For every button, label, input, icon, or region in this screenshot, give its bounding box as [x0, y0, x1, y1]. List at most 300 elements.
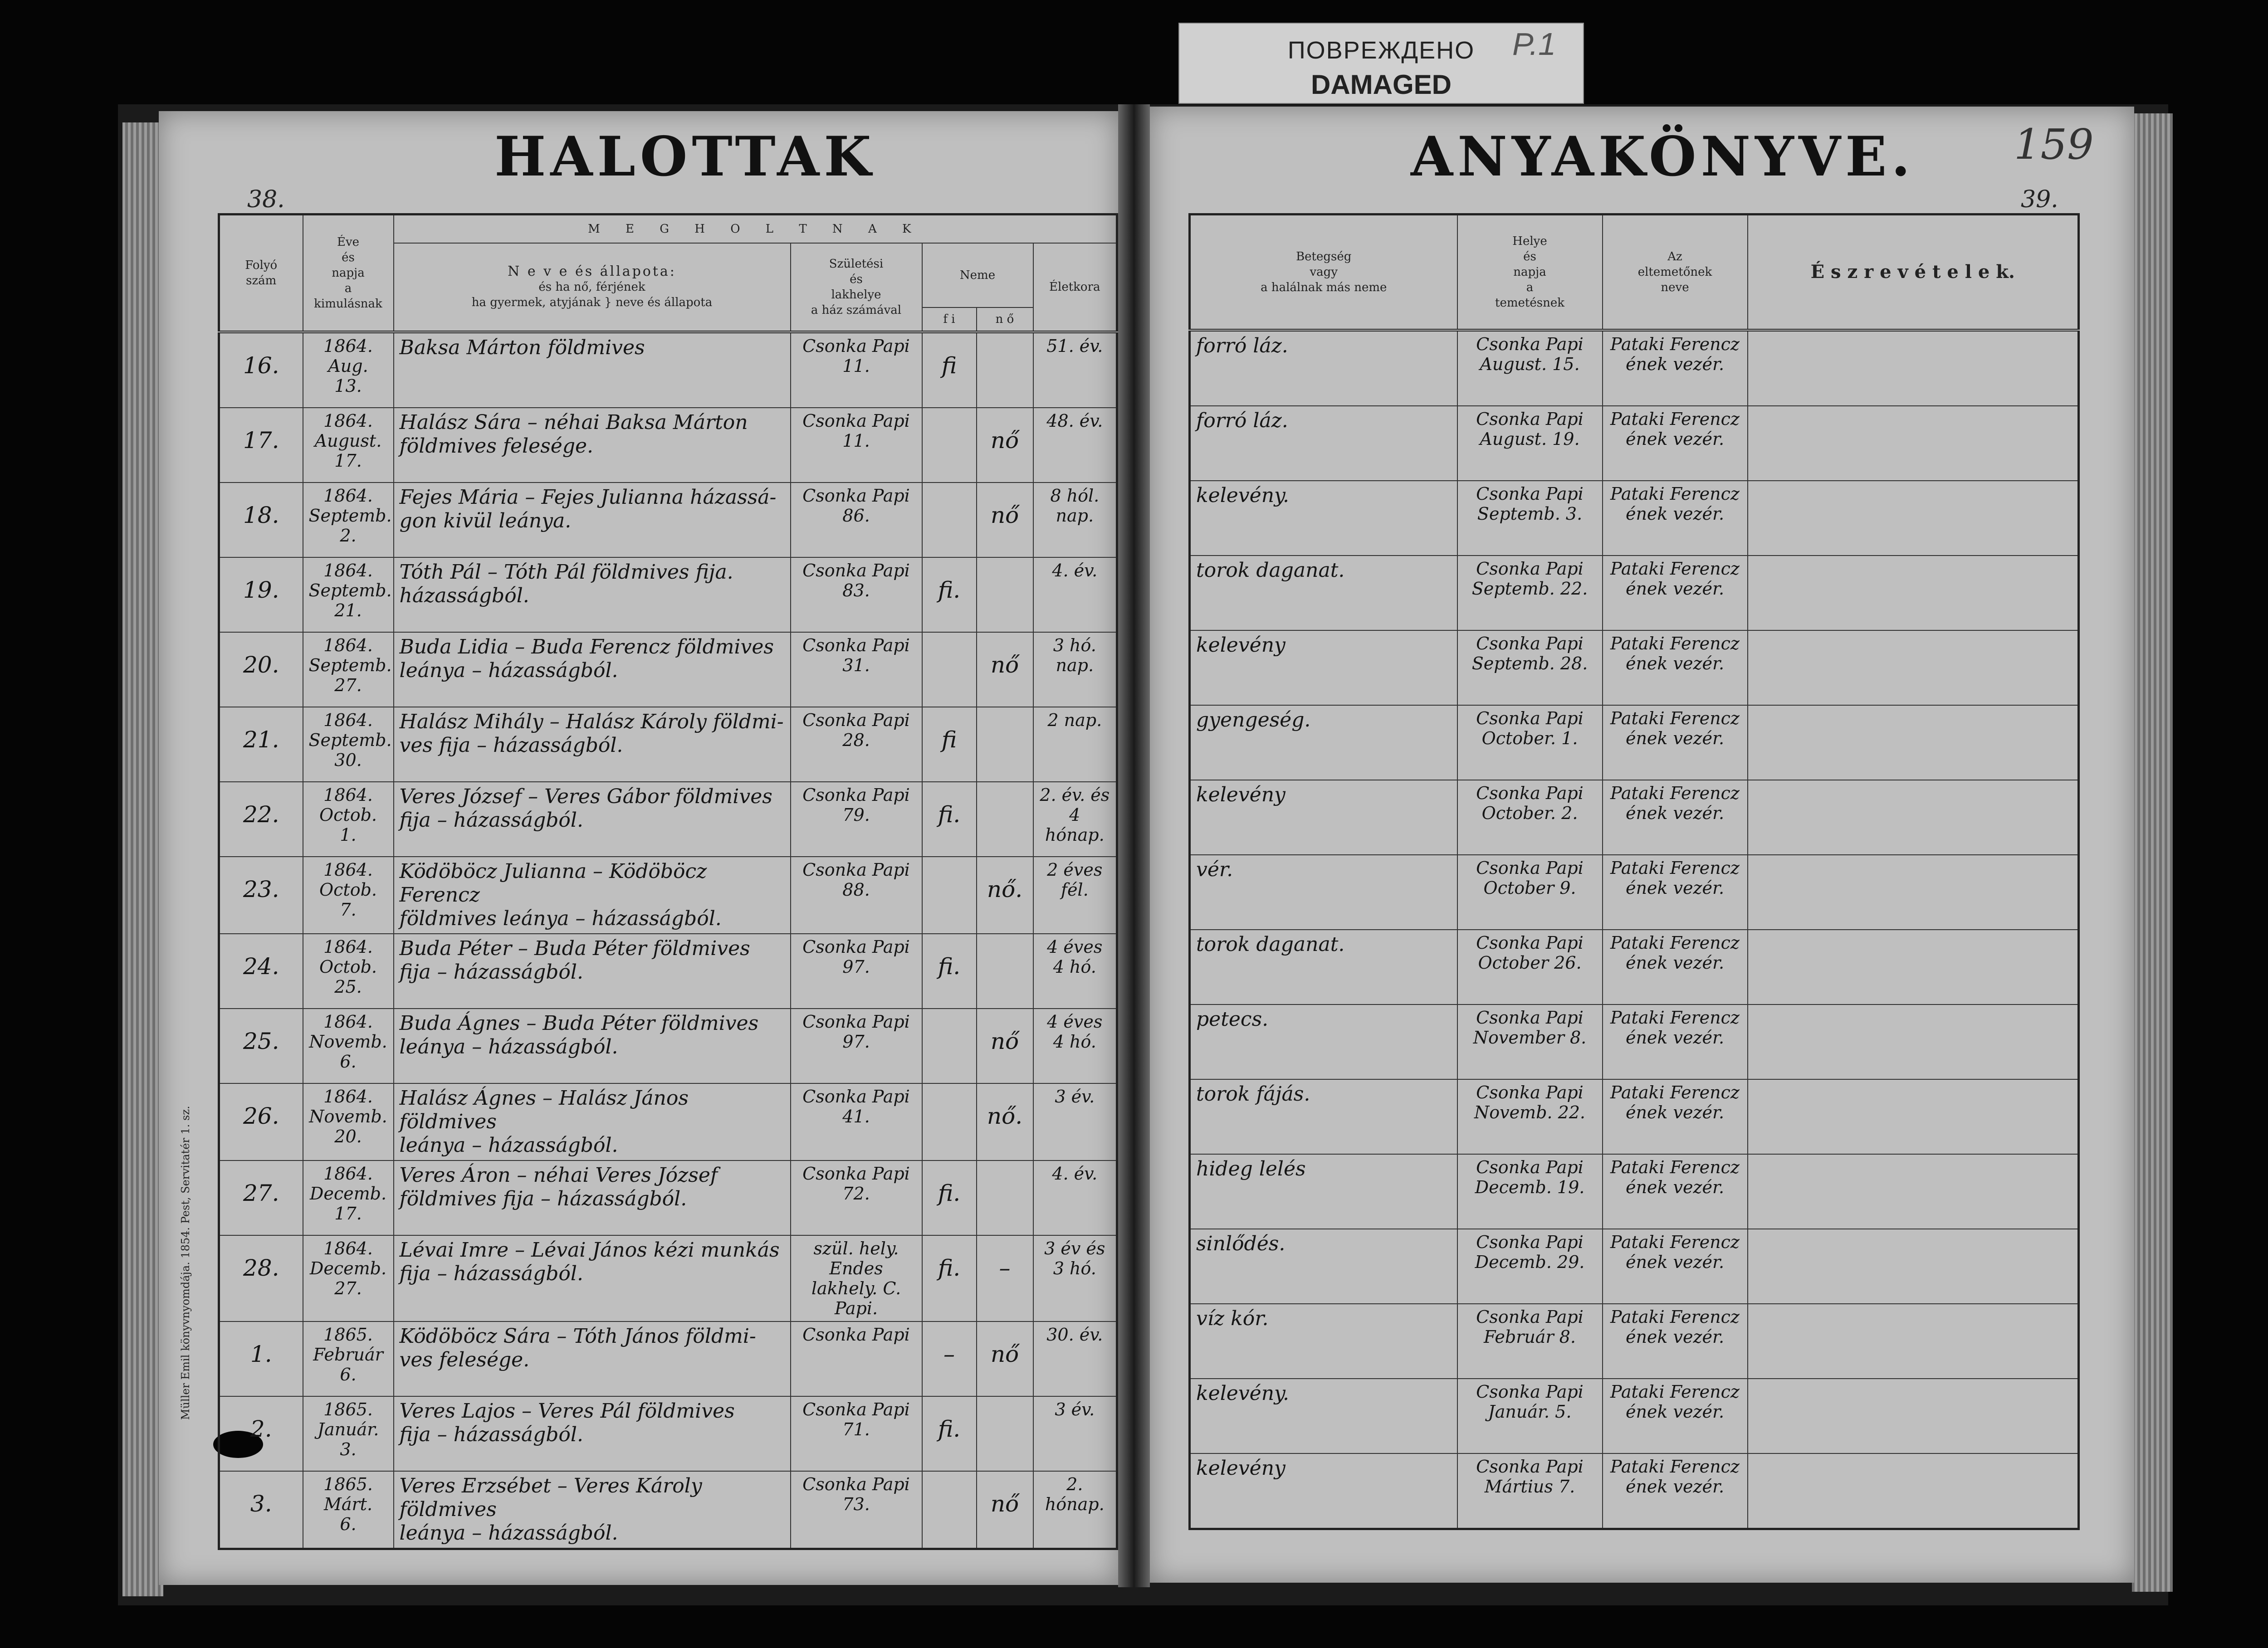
entry-birthplace	[791, 707, 922, 782]
entry-name	[394, 1009, 791, 1083]
entry-birthplace-text: Csonka Papi 97.	[802, 937, 910, 977]
entry-name-text: Veres Erzsébet – Veres Károly földmives leánya – házasságból.	[399, 1474, 702, 1545]
entry-sex-female-text: nő	[990, 1341, 1019, 1367]
entry-age-text: 2. év. és 4 hónap.	[1040, 785, 1110, 845]
entry-date	[303, 1471, 394, 1549]
entry-sex-female-text	[977, 558, 1033, 581]
entry-burial-text: Csonka Papi October. 1.	[1476, 708, 1584, 748]
entry-age	[1033, 1235, 1117, 1321]
right-page-title: ANYAKÖNYVE.	[1411, 125, 1915, 189]
entry-buried-by-text: Pataki Ferencz ének vezér.	[1610, 409, 1740, 449]
entry-birthplace-text: Csonka Papi 73.	[802, 1474, 910, 1514]
entry-number-text: 23.	[243, 876, 279, 902]
entry-name-text: Buda Lidia – Buda Ferencz földmives leánya – házasságból.	[399, 635, 774, 682]
entry-age	[1033, 332, 1117, 408]
entry-buried-by-text: Pataki Ferencz ének vezér.	[1610, 1457, 1740, 1497]
entry-cause-of-death	[1190, 780, 1457, 855]
entry-burial	[1457, 1229, 1603, 1304]
entry-birthplace	[791, 1471, 922, 1549]
entry-buried-by-text: Pataki Ferencz ének vezér.	[1610, 559, 1740, 599]
table-row	[1190, 705, 2079, 780]
entry-cause-of-death-text: kelevény	[1196, 783, 1286, 806]
entry-sex-female	[977, 557, 1033, 632]
entry-name	[394, 1321, 791, 1396]
entry-sex-female	[977, 483, 1033, 557]
entry-date	[303, 857, 394, 934]
table-row	[1190, 1453, 2079, 1529]
entry-burial-text: Csonka Papi Mártius 7.	[1476, 1457, 1584, 1497]
entry-cause-of-death	[1190, 930, 1457, 1004]
entry-sex-female-text: nő.	[987, 876, 1023, 902]
entry-cause-of-death	[1190, 1154, 1457, 1229]
entry-cause-of-death	[1190, 1004, 1457, 1079]
table-row	[1190, 630, 2079, 705]
entry-birthplace	[791, 934, 922, 1009]
entry-buried-by-text: Pataki Ferencz ének vezér.	[1610, 1157, 1740, 1197]
entry-remarks	[1748, 1304, 2079, 1379]
entry-date-text: 1864. August. 17.	[314, 411, 382, 471]
entry-buried-by-text: Pataki Ferencz ének vezér.	[1610, 1307, 1740, 1347]
entry-cause-of-death	[1190, 1453, 1457, 1529]
entry-cause-of-death	[1190, 1079, 1457, 1154]
entry-burial	[1457, 1004, 1603, 1079]
entry-sex-male-text: fi.	[938, 1180, 961, 1206]
entry-date	[303, 1009, 394, 1083]
entry-birthplace-text: Csonka Papi 72.	[802, 1164, 910, 1204]
entry-date	[303, 483, 394, 557]
table-row	[219, 782, 1117, 857]
entry-number-text: 17.	[243, 427, 279, 453]
entry-age-text: 4 éves 4 hó.	[1047, 1012, 1103, 1052]
entry-number	[219, 1083, 303, 1160]
entry-name-text: Lévai Imre – Lévai János kézi munkás fija – házasságból.	[399, 1238, 780, 1285]
entry-number	[219, 1471, 303, 1549]
entry-burial	[1457, 1154, 1603, 1229]
entry-sex-male-text: –	[943, 1341, 955, 1367]
table-row	[1190, 1004, 2079, 1079]
entry-number	[219, 934, 303, 1009]
entry-cause-of-death-text: gyengeség.	[1196, 708, 1311, 731]
entry-number	[219, 483, 303, 557]
entry-number-text: 3.	[250, 1491, 272, 1517]
entry-sex-male	[922, 1160, 977, 1235]
entry-burial	[1457, 406, 1603, 481]
entry-name-text: Veres Áron – néhai Veres József földmives fija – házasságból.	[399, 1164, 718, 1210]
table-row	[1190, 556, 2079, 630]
entry-name	[394, 408, 791, 483]
entry-burial	[1457, 481, 1603, 556]
header-neve-sub2: ha gyermek, atyjának } neve és állapota	[471, 296, 713, 309]
entry-burial-text: Csonka Papi October. 2.	[1476, 783, 1584, 823]
entry-sex-female	[977, 408, 1033, 483]
entry-cause-of-death	[1190, 705, 1457, 780]
entry-age	[1033, 632, 1117, 707]
table-row	[1190, 481, 2079, 556]
table-row	[1190, 1154, 2079, 1229]
header-neve-sub1: és ha nő, férjének	[538, 280, 645, 294]
entry-date	[303, 1160, 394, 1235]
entry-sex-female-text	[977, 934, 1033, 957]
entry-cause-of-death-text: torok daganat.	[1196, 933, 1345, 956]
entry-sex-male-text	[923, 1472, 976, 1495]
entry-sex-female	[977, 1396, 1033, 1471]
entry-birthplace-text: Csonka Papi 31.	[802, 635, 910, 675]
entry-number-text: 18.	[243, 502, 279, 528]
table-row	[219, 1083, 1117, 1160]
entry-birthplace-text: Csonka Papi 71.	[802, 1399, 910, 1439]
entry-cause-of-death-text: víz kór.	[1196, 1307, 1269, 1330]
table-row	[1190, 930, 2079, 1004]
table-row	[219, 1321, 1117, 1396]
entry-date-text: 1864. Octob. 7.	[319, 860, 377, 920]
entry-sex-female	[977, 1471, 1033, 1549]
entry-sex-male	[922, 408, 977, 483]
entry-sex-male-text: fi.	[938, 577, 961, 603]
entry-age	[1033, 408, 1117, 483]
entry-date	[303, 332, 394, 408]
entry-birthplace	[791, 483, 922, 557]
table-row	[219, 1471, 1117, 1549]
entry-sex-female-text: nő	[990, 1028, 1019, 1054]
entry-sex-male	[922, 1083, 977, 1160]
entry-birthplace-text: Csonka Papi 28.	[802, 710, 910, 750]
entry-remarks	[1748, 855, 2079, 930]
entry-age	[1033, 934, 1117, 1009]
entry-date-text: 1865. Január. 3.	[317, 1399, 379, 1459]
entry-sex-female-text: –	[999, 1255, 1011, 1281]
entry-birthplace-text: Csonka Papi 11.	[802, 336, 910, 376]
entry-name	[394, 857, 791, 934]
table-row	[219, 857, 1117, 934]
entry-number-text: 2.	[250, 1416, 272, 1442]
entry-burial	[1457, 1079, 1603, 1154]
entry-cause-of-death-text: kelevény.	[1196, 1382, 1290, 1405]
entry-age-text: 2 nap.	[1047, 710, 1102, 730]
entry-name	[394, 934, 791, 1009]
entry-remarks	[1748, 1004, 2079, 1079]
entry-date-text: 1864. Septemb. 2.	[308, 486, 392, 546]
entry-buried-by-text: Pataki Ferencz ének vezér.	[1610, 933, 1740, 973]
entry-sex-male	[922, 1235, 977, 1321]
entry-cause-of-death-text: forró láz.	[1196, 334, 1288, 357]
entry-name-text: Buda Ágnes – Buda Péter földmives leánya – házasságból.	[399, 1012, 759, 1058]
entry-age-text: 8 hól. nap.	[1050, 486, 1100, 526]
entry-burial	[1457, 630, 1603, 705]
entry-sex-female	[977, 1083, 1033, 1160]
entry-age-text: 30. év.	[1046, 1325, 1103, 1345]
entry-sex-male-text: fi.	[938, 801, 961, 828]
entry-name-text: Ködöböcz Julianna – Ködöböcz Ferencz földmives leánya – házasságból.	[399, 860, 722, 930]
entry-name-text: Fejes Mária – Fejes Julianna házassá- gon kivül leánya.	[399, 486, 777, 532]
entry-burial-text: Csonka Papi Septemb. 3.	[1476, 484, 1584, 524]
entry-burial	[1457, 780, 1603, 855]
entry-sex-male	[922, 934, 977, 1009]
entry-buried-by	[1603, 855, 1748, 930]
entry-remarks	[1748, 556, 2079, 630]
right-page-edges	[2132, 113, 2173, 1592]
entry-number	[219, 782, 303, 857]
header-no: n ő	[977, 307, 1033, 332]
entry-sex-male	[922, 1321, 977, 1396]
entry-sex-male-text	[923, 857, 976, 880]
entry-cause-of-death-text: petecs.	[1196, 1008, 1269, 1031]
entry-age-text: 48. év.	[1046, 411, 1103, 431]
entry-number-text: 25.	[243, 1028, 279, 1054]
entry-number-text: 22.	[243, 801, 279, 828]
entry-sex-female	[977, 1009, 1033, 1083]
entry-buried-by	[1603, 1453, 1748, 1529]
entry-name	[394, 483, 791, 557]
entry-name	[394, 1235, 791, 1321]
entry-buried-by	[1603, 406, 1748, 481]
entry-cause-of-death	[1190, 481, 1457, 556]
table-row	[219, 332, 1117, 408]
entry-birthplace	[791, 1009, 922, 1083]
entry-sex-female-text: nő	[990, 427, 1019, 453]
entry-date-text: 1864. Octob. 25.	[319, 937, 377, 997]
entry-cause-of-death	[1190, 630, 1457, 705]
entry-age-text: 3 hó. nap.	[1053, 635, 1096, 675]
entry-age	[1033, 707, 1117, 782]
entry-name	[394, 1160, 791, 1235]
entry-sex-female	[977, 632, 1033, 707]
entry-sex-male	[922, 1009, 977, 1083]
entry-birthplace	[791, 332, 922, 408]
entry-date	[303, 1321, 394, 1396]
entry-birthplace-text: Csonka Papi 86.	[802, 486, 910, 526]
entry-age	[1033, 1471, 1117, 1549]
table-row	[1190, 1079, 2079, 1154]
entry-name	[394, 332, 791, 408]
entry-sex-male	[922, 857, 977, 934]
entry-cause-of-death	[1190, 1304, 1457, 1379]
entry-date-text: 1864. Novemb. 20.	[309, 1087, 387, 1146]
table-row	[219, 557, 1117, 632]
entry-sex-female	[977, 857, 1033, 934]
header-szuletesi: Születési és lakhelye a ház számával	[791, 243, 922, 332]
entry-birthplace	[791, 857, 922, 934]
entry-buried-by-text: Pataki Ferencz ének vezér.	[1610, 1008, 1740, 1048]
entry-buried-by	[1603, 930, 1748, 1004]
entry-date	[303, 557, 394, 632]
entry-buried-by-text: Pataki Ferencz ének vezér.	[1610, 1382, 1740, 1422]
header-eltemeto: Az eltemetőnek neve	[1603, 215, 1748, 331]
entry-number-text: 24.	[243, 953, 279, 980]
entry-age	[1033, 1321, 1117, 1396]
table-row	[219, 707, 1117, 782]
entry-date	[303, 707, 394, 782]
entry-burial	[1457, 1379, 1603, 1453]
entry-sex-female-text	[977, 707, 1033, 731]
entry-number	[219, 557, 303, 632]
entry-birthplace	[791, 1396, 922, 1471]
entry-buried-by-text: Pataki Ferencz ének vezér.	[1610, 484, 1740, 524]
entry-number	[219, 332, 303, 408]
entry-sex-male-text	[923, 408, 976, 431]
header-neme: Neme	[922, 243, 1033, 307]
printer-imprint: Müller Emil könyvnyomdája. 1854. Pest, Servitatér 1. sz.	[179, 1106, 192, 1420]
damaged-stamp	[1178, 23, 1584, 104]
entry-date-text: 1864. Decemb. 27.	[309, 1238, 387, 1298]
entry-cause-of-death-text: torok daganat.	[1196, 559, 1345, 582]
stamp-scrawl: P.1	[1512, 26, 1556, 62]
entry-cause-of-death	[1190, 1229, 1457, 1304]
entry-birthplace-text: Csonka Papi 79.	[802, 785, 910, 825]
entry-birthplace	[791, 1160, 922, 1235]
entry-sex-male	[922, 707, 977, 782]
entry-birthplace	[791, 557, 922, 632]
entry-birthplace-text: szül. hely. Endes lakhely. C. Papi.	[811, 1238, 901, 1318]
entry-name	[394, 632, 791, 707]
entry-sex-female-text: nő	[990, 502, 1019, 528]
entry-buried-by	[1603, 330, 1748, 406]
entry-date-text: 1864. Decemb. 17.	[309, 1164, 387, 1224]
entry-cause-of-death	[1190, 406, 1457, 481]
entry-cause-of-death-text: hideg lelés	[1196, 1157, 1306, 1180]
entry-number	[219, 408, 303, 483]
entry-sex-male	[922, 483, 977, 557]
entry-name-text: Veres Lajos – Veres Pál földmives fija – házasságból.	[399, 1399, 735, 1446]
entry-sex-male-text	[923, 483, 976, 506]
entry-number	[219, 1160, 303, 1235]
entry-age	[1033, 483, 1117, 557]
entry-buried-by	[1603, 780, 1748, 855]
header-eve: Éve és napja a kimulásnak	[303, 215, 394, 332]
entry-sex-male	[922, 782, 977, 857]
entry-cause-of-death-text: sinlődés.	[1196, 1232, 1286, 1255]
entry-cause-of-death-text: torok fájás.	[1196, 1082, 1310, 1106]
left-page-edges	[122, 122, 163, 1596]
entry-name	[394, 1396, 791, 1471]
entry-remarks	[1748, 1379, 2079, 1453]
entry-name	[394, 782, 791, 857]
entry-date-text: 1865. Márt. 6.	[323, 1474, 373, 1534]
entry-cause-of-death-text: kelevény	[1196, 634, 1286, 657]
entry-buried-by-text: Pataki Ferencz ének vezér.	[1610, 634, 1740, 673]
table-row	[219, 1009, 1117, 1083]
right-register-table	[1188, 213, 2080, 1530]
entry-burial-text: Csonka Papi August. 15.	[1476, 334, 1584, 374]
entry-sex-female	[977, 782, 1033, 857]
entry-sex-female-text	[977, 1161, 1033, 1184]
entry-sex-male	[922, 1396, 977, 1471]
entry-sex-male	[922, 632, 977, 707]
entry-remarks	[1748, 630, 2079, 705]
table-row	[219, 632, 1117, 707]
entry-sex-female-text	[977, 782, 1033, 805]
entry-name	[394, 557, 791, 632]
entry-sex-male	[922, 1471, 977, 1549]
entry-sex-male-text	[923, 1084, 976, 1107]
entry-buried-by	[1603, 705, 1748, 780]
entry-age	[1033, 1009, 1117, 1083]
entry-buried-by	[1603, 1379, 1748, 1453]
entry-remarks	[1748, 481, 2079, 556]
entry-birthplace-text: Csonka Papi 88.	[802, 860, 910, 900]
right-page-number: 39.	[2021, 186, 2058, 213]
entry-buried-by	[1603, 481, 1748, 556]
entry-number	[219, 1396, 303, 1471]
left-page-title: HALOTTAK	[494, 125, 876, 189]
entry-buried-by	[1603, 556, 1748, 630]
entry-sex-female	[977, 707, 1033, 782]
entry-burial-text: Csonka Papi November 8.	[1473, 1008, 1587, 1048]
entry-name-text: Baksa Márton földmives	[399, 336, 645, 359]
entry-burial	[1457, 855, 1603, 930]
entry-remarks	[1748, 1453, 2079, 1529]
entry-buried-by-text: Pataki Ferencz ének vezér.	[1610, 1082, 1740, 1122]
entry-cause-of-death	[1190, 855, 1457, 930]
entry-birthplace-text: Csonka Papi 97.	[802, 1012, 910, 1052]
entry-buried-by	[1603, 1229, 1748, 1304]
header-fi: f i	[922, 307, 977, 332]
entry-burial	[1457, 1453, 1603, 1529]
entry-age-text: 51. év.	[1046, 336, 1103, 356]
entry-burial-text: Csonka Papi Novemb. 22.	[1474, 1082, 1586, 1122]
table-row	[1190, 1229, 2079, 1304]
entry-burial-text: Csonka Papi Decemb. 29.	[1475, 1232, 1585, 1272]
entry-name	[394, 707, 791, 782]
entry-name-text: Halász Sára – néhai Baksa Márton földmives felesége.	[399, 411, 748, 458]
left-register-table	[218, 213, 1118, 1550]
entry-sex-male-text: fi	[941, 726, 957, 753]
entry-name-text: Tóth Pál – Tóth Pál földmives fija. házasságból.	[399, 561, 733, 607]
entry-cause-of-death	[1190, 1379, 1457, 1453]
table-row	[219, 483, 1117, 557]
entry-name	[394, 1083, 791, 1160]
entry-age-text: 2 éves fél.	[1047, 860, 1103, 900]
entry-birthplace-text: Csonka Papi 41.	[802, 1087, 910, 1126]
entry-sex-male	[922, 557, 977, 632]
entry-date-text: 1864. Octob. 1.	[319, 785, 377, 845]
table-row	[219, 1160, 1117, 1235]
entry-sex-female	[977, 1235, 1033, 1321]
entry-sex-female	[977, 934, 1033, 1009]
entry-burial	[1457, 1304, 1603, 1379]
entry-age	[1033, 1160, 1117, 1235]
entry-buried-by-text: Pataki Ferencz ének vezér.	[1610, 858, 1740, 898]
table-row	[1190, 330, 2079, 406]
entry-number	[219, 632, 303, 707]
entry-sex-female	[977, 1321, 1033, 1396]
entry-sex-male-text: fi.	[938, 1416, 961, 1442]
entry-burial-text: Csonka Papi August. 19.	[1476, 409, 1584, 449]
entry-name	[394, 1471, 791, 1549]
entry-name-text: Buda Péter – Buda Péter földmives fija – házasságból.	[399, 937, 750, 984]
entry-age-text: 4. év.	[1052, 1164, 1098, 1184]
entry-age	[1033, 1396, 1117, 1471]
entry-number-text: 20.	[243, 652, 279, 678]
entry-buried-by-text: Pataki Ferencz ének vezér.	[1610, 708, 1740, 748]
header-meghol: M E G H O L T N A K	[394, 215, 1117, 244]
book-gutter	[1118, 104, 1150, 1587]
left-page-number: 38.	[247, 186, 285, 213]
header-neve-main: N e v e és állapota:	[508, 263, 676, 279]
entry-remarks	[1748, 406, 2079, 481]
entry-number-text: 19.	[243, 577, 279, 603]
entry-date-text: 1864. Septemb. 21.	[308, 561, 392, 620]
entry-birthplace	[791, 408, 922, 483]
entry-burial-text: Csonka Papi Február 8.	[1476, 1307, 1584, 1347]
entry-number-text: 27.	[243, 1180, 279, 1206]
entry-sex-female	[977, 1160, 1033, 1235]
entry-age	[1033, 557, 1117, 632]
entry-number	[219, 857, 303, 934]
entry-remarks	[1748, 1229, 2079, 1304]
entry-date	[303, 934, 394, 1009]
entry-cause-of-death-text: kelevény.	[1196, 484, 1290, 507]
table-row	[1190, 1379, 2079, 1453]
